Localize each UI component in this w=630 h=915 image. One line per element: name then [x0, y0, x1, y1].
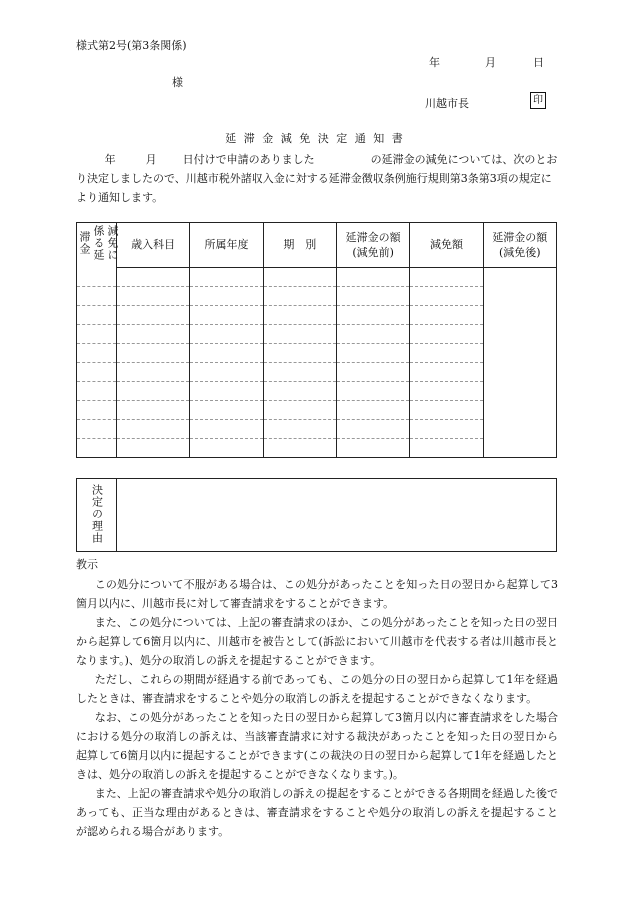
- notice-paragraph: ただし、これらの期間が経過する前であっても、この処分の日の翌日から起算して1年を経過したときは、審査請求をすることや処分の取消しの訴えを提起することができなくなります。: [76, 673, 558, 705]
- col-header: 延滞金の額 (減免前): [336, 223, 409, 268]
- decision-reason-table: [76, 478, 557, 552]
- table-cell[interactable]: [77, 419, 117, 438]
- table-cell[interactable]: [190, 286, 263, 305]
- table-cell[interactable]: [117, 400, 190, 419]
- table-row: [77, 362, 557, 381]
- table-cell[interactable]: [190, 381, 263, 400]
- table-row: [77, 419, 557, 438]
- table-cell[interactable]: [190, 267, 263, 286]
- notice-heading: 教示: [76, 558, 98, 571]
- table-cell[interactable]: [190, 438, 263, 457]
- table-row: [77, 267, 557, 286]
- intro-year: 年: [104, 153, 116, 166]
- table-cell[interactable]: [336, 267, 409, 286]
- table-row: [77, 286, 557, 305]
- table-cell[interactable]: [77, 324, 117, 343]
- intro-text: [76, 150, 558, 207]
- table-cell[interactable]: [263, 305, 336, 324]
- table-cell[interactable]: [336, 305, 409, 324]
- table-cell[interactable]: [336, 286, 409, 305]
- notice-paragraph: なお、この処分があったことを知った日の翌日から起算して3箇月以内に審査請求をした場合における処分の取消しの訴えは、当該審査請求に対する裁決があったことを知った日の翌日から起算して6箇月以内に提起することができます(この裁決の日の翌日から起算して1年を経過したときは、処分の取消しの訴えを提起することができなくなります。)。: [76, 711, 558, 781]
- col-header: 所属年度: [190, 223, 263, 268]
- table-row: [77, 324, 557, 343]
- col-header: 減免額: [410, 223, 483, 268]
- table-cell[interactable]: [190, 362, 263, 381]
- table-cell[interactable]: [117, 381, 190, 400]
- table-cell[interactable]: [77, 362, 117, 381]
- table-cell[interactable]: [77, 400, 117, 419]
- table-cell[interactable]: [410, 400, 483, 419]
- table-row: [77, 381, 557, 400]
- table-cell[interactable]: [336, 362, 409, 381]
- detail-side-label: 減免に係る延滞金: [77, 223, 117, 268]
- intro-body: の延滞金の減免については、次のとおり決定しましたので、川越市税外諸収入金に対する延滞金徴収条例施行規則第3条第3項の規定により通知します。: [76, 153, 558, 204]
- notice-paragraph: この処分について不服がある場合は、この処分があったことを知った日の翌日から起算して3箇月以内に、川越市長に対して審査請求をすることができます。: [76, 578, 558, 610]
- table-cell[interactable]: [263, 343, 336, 362]
- table-cell[interactable]: [77, 286, 117, 305]
- intro-date-rest: 日付けで申請のありました: [182, 153, 315, 166]
- table-cell[interactable]: [410, 438, 483, 457]
- table-cell[interactable]: [336, 419, 409, 438]
- notice-paragraph: また、上記の審査請求や処分の取消しの訴えの提起をすることができる各期間を経過した後であっても、正当な理由があるときは、審査請求をすることや処分の取消しの訴えを提起することが認められる場合があります。: [76, 787, 558, 838]
- table-cell[interactable]: [410, 286, 483, 305]
- table-cell[interactable]: [336, 400, 409, 419]
- table-cell[interactable]: [410, 305, 483, 324]
- form-number: 様式第2号(第3条関係): [76, 39, 187, 52]
- col-header: 期 別: [263, 223, 336, 268]
- table-row: [77, 400, 557, 419]
- table-row: [77, 343, 557, 362]
- table-row: [77, 438, 557, 457]
- reason-field[interactable]: [117, 479, 557, 552]
- table-cell[interactable]: [336, 438, 409, 457]
- table-cell[interactable]: [263, 286, 336, 305]
- table-cell[interactable]: [190, 305, 263, 324]
- table-cell[interactable]: [77, 305, 117, 324]
- table-cell[interactable]: [263, 362, 336, 381]
- document-title: 延 滞 金 減 免 決 定 通 知 書: [225, 132, 405, 145]
- table-cell[interactable]: [263, 267, 336, 286]
- notice-body: [76, 575, 558, 841]
- col-header: 歳入科目: [117, 223, 190, 268]
- table-cell[interactable]: [190, 324, 263, 343]
- table-cell[interactable]: [410, 267, 483, 286]
- table-cell[interactable]: [190, 419, 263, 438]
- table-cell[interactable]: [263, 419, 336, 438]
- notice-paragraph: また、この処分については、上記の審査請求のほか、この処分があったことを知った日の翌日から起算して6箇月以内に、川越市を被告として(訴訟において川越市を代表する者は川越市長となります。)、処分の取消しの訴えを提起することができます。: [76, 616, 558, 667]
- table-cell[interactable]: [410, 343, 483, 362]
- table-cell[interactable]: [117, 343, 190, 362]
- issuer-name: 川越市長: [425, 97, 469, 110]
- table-cell[interactable]: [336, 343, 409, 362]
- col-header: 延滞金の額 (減免後): [483, 223, 556, 268]
- table-cell[interactable]: [336, 381, 409, 400]
- reason-side-label: 決定の理由: [77, 479, 117, 552]
- delinquency-table: [76, 222, 557, 458]
- seal-mark: 印: [530, 92, 546, 109]
- table-cell[interactable]: [117, 286, 190, 305]
- table-cell[interactable]: [117, 267, 190, 286]
- table-cell[interactable]: [117, 419, 190, 438]
- table-cell[interactable]: [263, 381, 336, 400]
- table-cell[interactable]: [410, 324, 483, 343]
- table-cell[interactable]: [77, 267, 117, 286]
- table-cell[interactable]: [117, 305, 190, 324]
- date-year-label: 年: [429, 56, 440, 69]
- table-row: [77, 305, 557, 324]
- table-cell[interactable]: [77, 438, 117, 457]
- addressee-suffix: 様: [172, 76, 183, 89]
- table-cell[interactable]: [117, 324, 190, 343]
- intro-month: 月: [145, 153, 157, 166]
- date-day-label: 日: [533, 56, 544, 69]
- table-cell[interactable]: [77, 343, 117, 362]
- date-month-label: 月: [485, 56, 496, 69]
- table-cell[interactable]: [77, 381, 117, 400]
- table-cell[interactable]: [117, 438, 190, 457]
- table-cell[interactable]: [190, 400, 263, 419]
- table-cell[interactable]: [410, 419, 483, 438]
- table-cell[interactable]: [263, 438, 336, 457]
- table-cell[interactable]: [190, 343, 263, 362]
- table-cell[interactable]: [263, 324, 336, 343]
- table-cell[interactable]: [410, 381, 483, 400]
- issue-date: [429, 54, 544, 70]
- table-cell[interactable]: [410, 362, 483, 381]
- table-cell[interactable]: [336, 324, 409, 343]
- table-cell[interactable]: [117, 362, 190, 381]
- table-cell[interactable]: [263, 400, 336, 419]
